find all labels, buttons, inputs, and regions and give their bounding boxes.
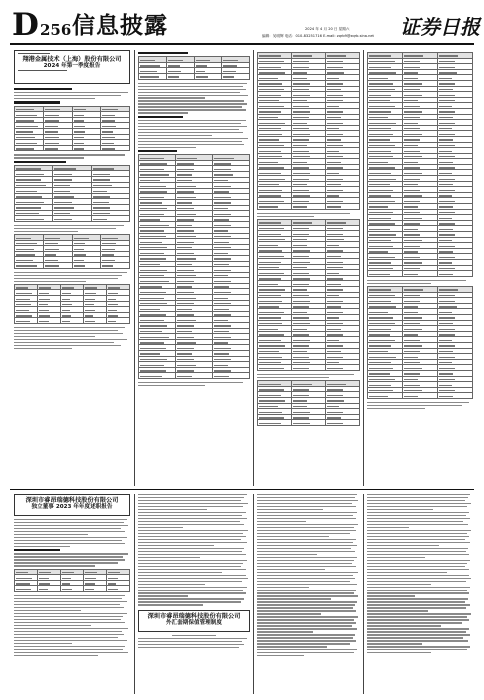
article-body (14, 519, 130, 695)
section-letter: D (12, 7, 39, 43)
data-table (257, 219, 360, 371)
newspaper-logo: 证券日报 (400, 15, 480, 39)
column-divider (134, 494, 135, 694)
contact-line: 编辑：吴明辉 电话：010-83251716 E-mail: zqrb9@zqrb.sina.net (262, 34, 374, 38)
data-table (14, 165, 130, 222)
data-table (138, 56, 250, 79)
article-title: 外汇套期保值管理制度 (166, 619, 222, 626)
article-title-box (14, 494, 130, 516)
column-divider (363, 494, 364, 694)
article-body (367, 494, 473, 694)
section-rule (10, 489, 474, 490)
data-table (14, 284, 130, 324)
column-divider (253, 50, 254, 486)
article-company: 深圳市睿昂瑞德科技股份有限公司 (147, 612, 241, 620)
report-body (14, 86, 130, 486)
data-table (138, 154, 250, 379)
header-rule (10, 43, 474, 45)
report-body-continued (367, 50, 473, 486)
article-company: 深圳市睿昂瑞德科技股份有限公司 (25, 497, 119, 504)
column-divider (253, 494, 254, 694)
article-header (14, 494, 130, 516)
data-table (367, 286, 473, 399)
date-line: 2024 年 4 月 20 日 星期六 (305, 27, 350, 31)
data-table (367, 52, 473, 277)
article-company: 翔港金属技术（上海）股份有限公司 (22, 55, 122, 63)
data-table (14, 234, 130, 269)
column-divider (363, 50, 364, 486)
data-table (14, 569, 130, 592)
article-title: 2024 年第一季度报告 (43, 62, 101, 69)
article-body (257, 494, 360, 694)
data-table (14, 106, 130, 152)
article-body (138, 494, 250, 694)
report-body-continued (257, 50, 360, 486)
article-title-box (138, 610, 250, 632)
section-title: 信息披露 (72, 13, 168, 39)
column-divider (134, 50, 135, 486)
page-number: 256 (40, 21, 72, 39)
data-table (257, 52, 360, 210)
data-table (257, 380, 360, 426)
article-header (14, 50, 130, 84)
article-title: 独立董事 2023 年年度述职报告 (31, 504, 113, 510)
report-body-continued (138, 50, 250, 486)
article-title-box (14, 50, 130, 84)
